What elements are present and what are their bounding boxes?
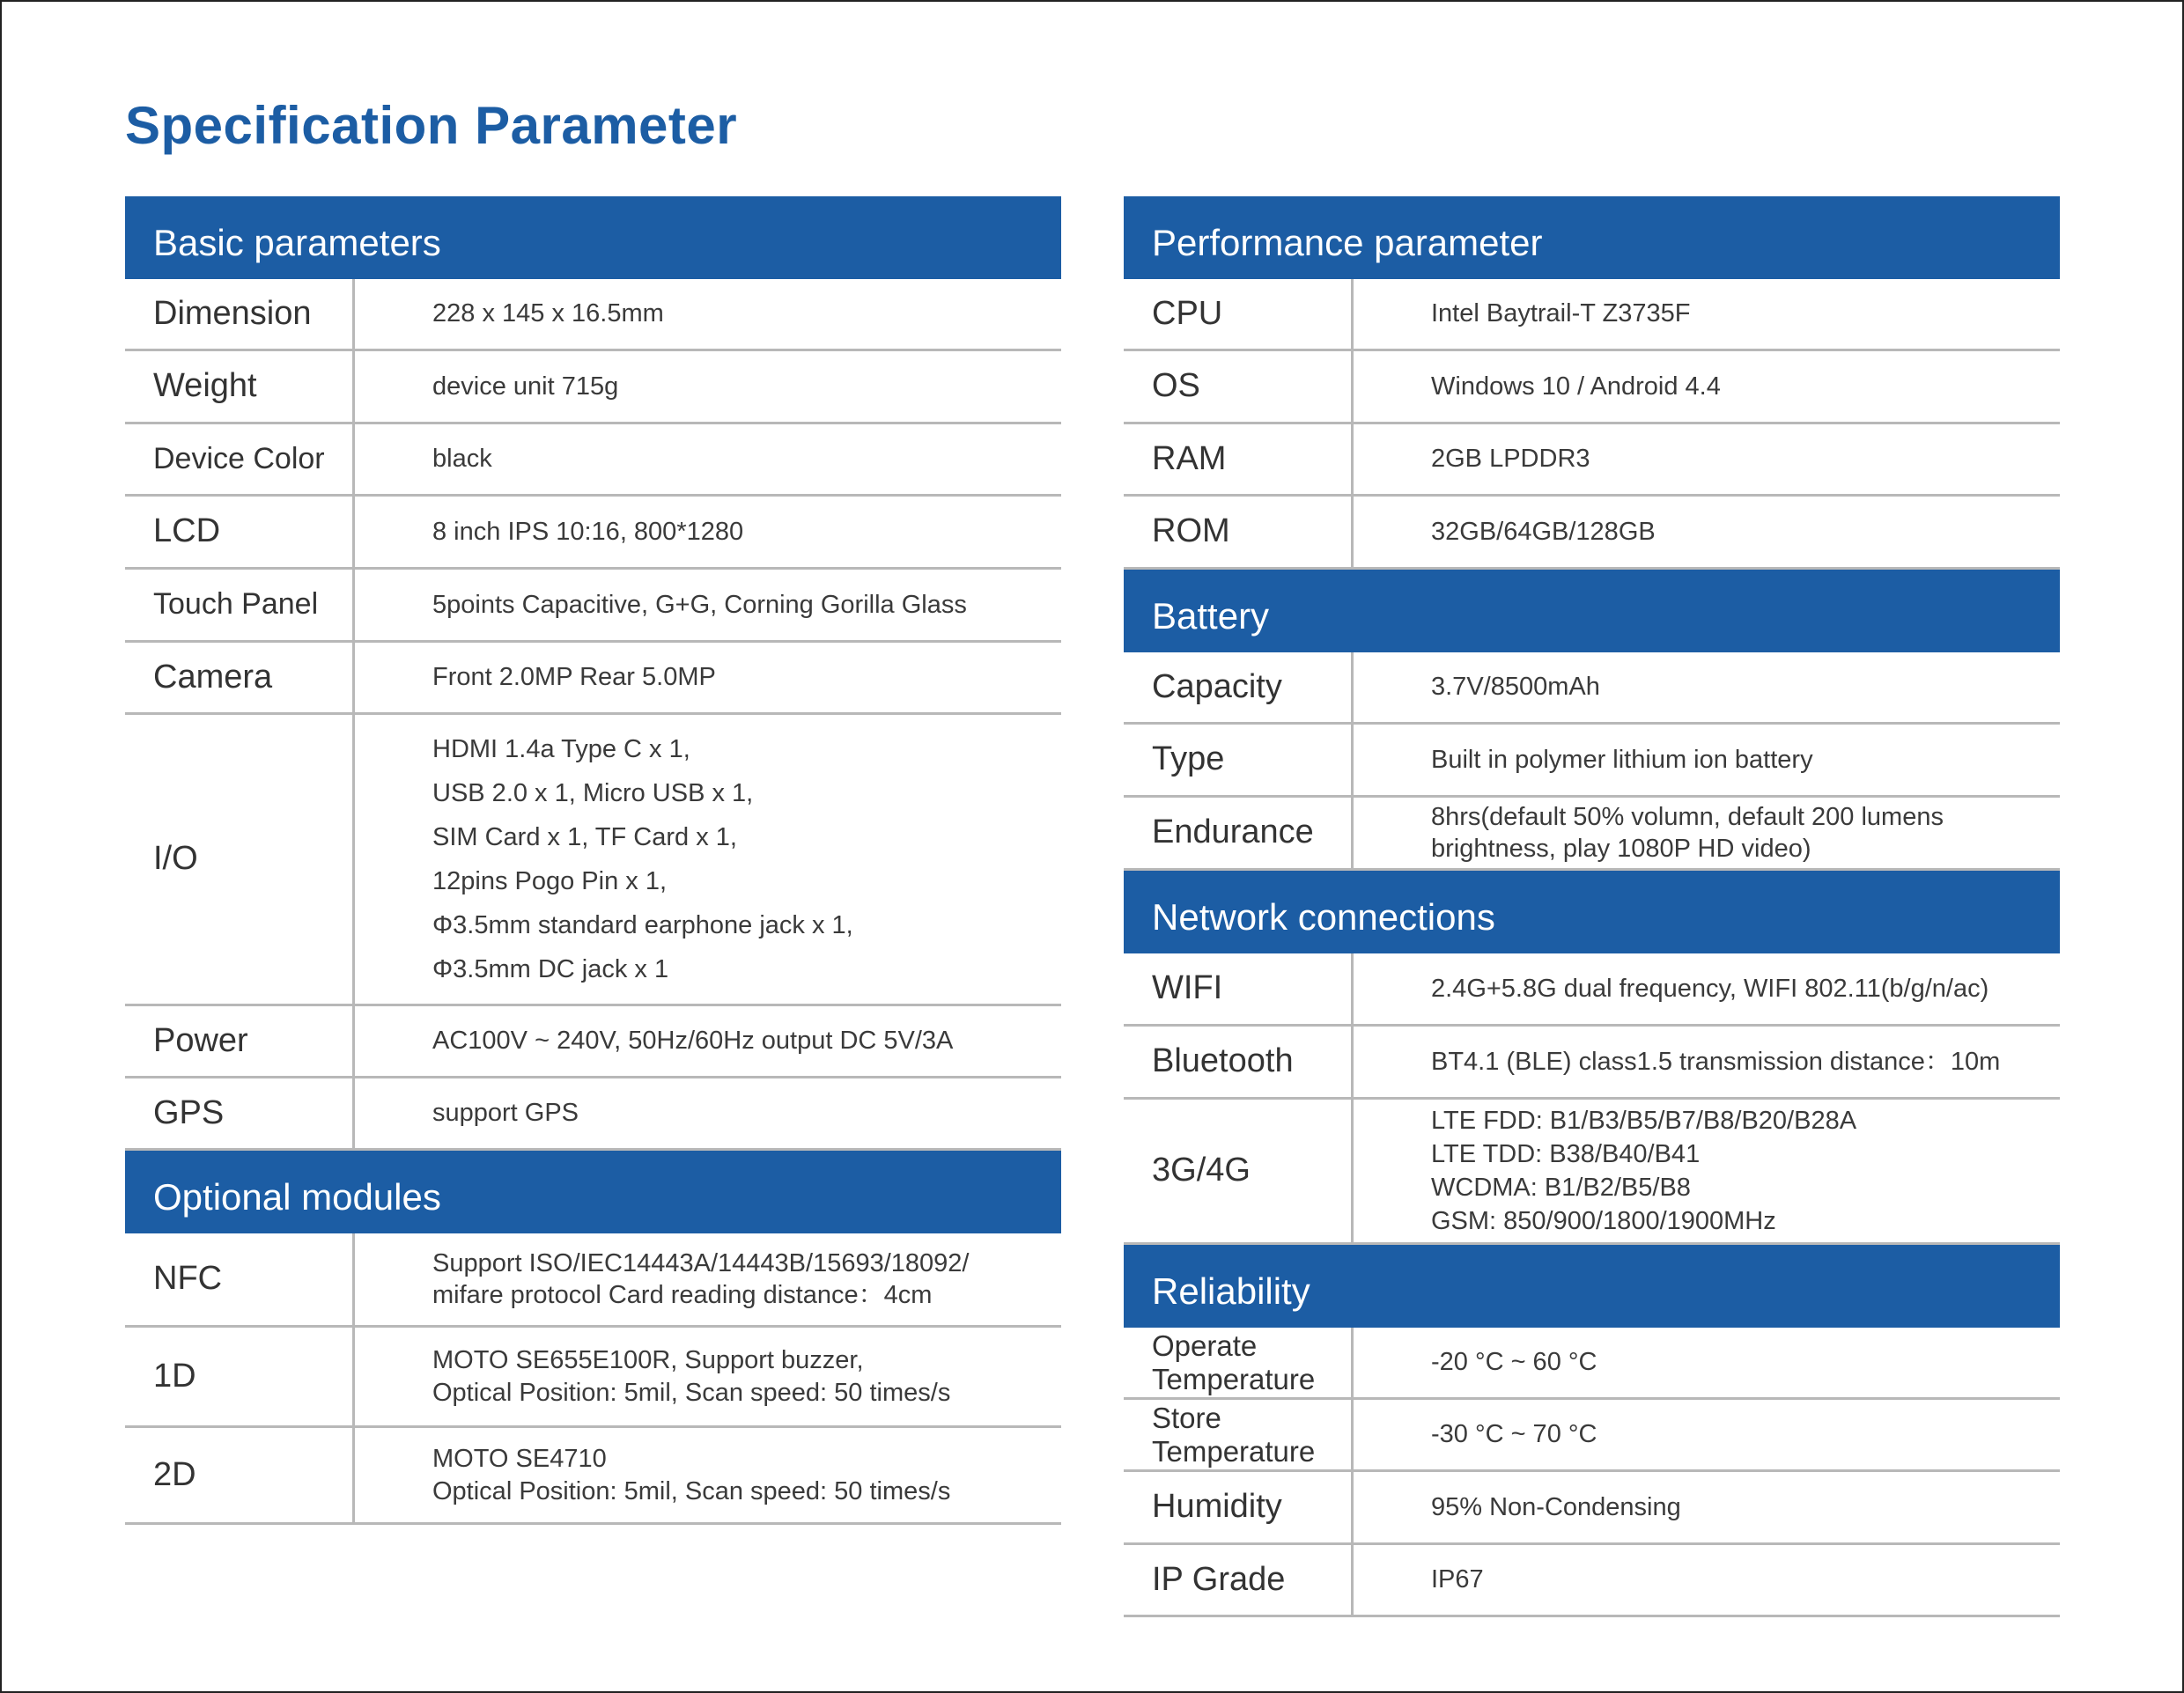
section-heading-performance: Performance parameter xyxy=(1124,196,2060,279)
section-heading-reliability: Reliability xyxy=(1124,1245,2060,1328)
spec-value xyxy=(1354,1027,2060,1097)
spec-label: NFC xyxy=(125,1233,355,1325)
spec-value-line: 5points Capacitive, G+G, Corning Gorilla Glass xyxy=(432,590,967,619)
spec-value-line: -30 °C ~ 70 °C xyxy=(1431,1420,1597,1449)
spec-label: Weight xyxy=(125,351,355,422)
spec-value-line: Optical Position: 5mil, Scan speed: 50 times/s xyxy=(432,1378,951,1407)
spec-value-line: Optical Position: 5mil, Scan speed: 50 times/s xyxy=(432,1476,951,1505)
spec-value xyxy=(355,1428,1061,1522)
spec-label: Dimension xyxy=(125,279,355,349)
spec-table-optional xyxy=(125,1233,1061,1525)
spec-value xyxy=(1354,1545,2060,1615)
spec-row xyxy=(125,715,1061,1006)
left-column xyxy=(125,196,1061,1525)
spec-value xyxy=(1354,1400,2060,1469)
spec-row xyxy=(1124,1328,2060,1400)
spec-value-line: black xyxy=(432,445,492,474)
spec-label: Operate Temperature xyxy=(1124,1328,1354,1397)
spec-value-line: Front 2.0MP Rear 5.0MP xyxy=(432,663,716,692)
spec-label: Bluetooth xyxy=(1124,1027,1354,1097)
spec-label: I/O xyxy=(125,715,355,1004)
spec-value xyxy=(1354,953,2060,1024)
spec-value-line: HDMI 1.4a Type C x 1, xyxy=(432,735,690,763)
spec-table-reliability xyxy=(1124,1328,2060,1617)
spec-value-line: AC100V ~ 240V, 50Hz/60Hz output DC 5V/3A xyxy=(432,1027,954,1056)
spec-value-line: MOTO SE4710 xyxy=(432,1445,607,1474)
spec-table-network xyxy=(1124,953,2060,1245)
section-heading-basic: Basic parameters xyxy=(125,196,1061,279)
spec-row xyxy=(125,643,1061,715)
spec-value-line: BT4.1 (BLE) class1.5 transmission distance：10m xyxy=(1431,1047,2001,1076)
spec-value-line: 95% Non-Condensing xyxy=(1431,1492,1681,1521)
spec-row xyxy=(125,497,1061,570)
spec-label: LCD xyxy=(125,497,355,567)
spec-value xyxy=(355,1233,1061,1325)
spec-table-basic xyxy=(125,279,1061,1151)
spec-row xyxy=(1124,279,2060,351)
spec-row xyxy=(125,1233,1061,1328)
spec-value-line: Φ3.5mm standard earphone jack x 1, xyxy=(432,911,853,939)
spec-value-line: GSM: 850/900/1800/1900MHz xyxy=(1431,1207,1776,1235)
spec-row xyxy=(1124,1545,2060,1617)
spec-value xyxy=(1354,725,2060,795)
spec-label: 3G/4G xyxy=(1124,1100,1354,1242)
spec-value xyxy=(1354,1100,2060,1242)
spec-value-line: IP67 xyxy=(1431,1565,1484,1594)
spec-row xyxy=(1124,1100,2060,1245)
spec-value-line: support GPS xyxy=(432,1099,579,1128)
spec-row xyxy=(1124,424,2060,497)
spec-value xyxy=(355,1078,1061,1148)
spec-value xyxy=(355,351,1061,422)
spec-value-line: 2GB LPDDR3 xyxy=(1431,445,1590,474)
spec-row xyxy=(125,424,1061,497)
spec-value xyxy=(1354,1328,2060,1397)
spec-value xyxy=(1354,279,2060,349)
spec-value xyxy=(355,570,1061,640)
spec-value xyxy=(355,279,1061,349)
spec-table-battery xyxy=(1124,652,2060,871)
spec-value xyxy=(355,1328,1061,1425)
spec-value-line: 32GB/64GB/128GB xyxy=(1431,517,1656,546)
spec-label: ROM xyxy=(1124,497,1354,567)
spec-value-line: 3.7V/8500mAh xyxy=(1431,673,1600,702)
spec-value-line: 8hrs(default 50% volumn, default 200 lumens xyxy=(1431,802,1944,831)
spec-value xyxy=(1354,351,2060,422)
spec-row xyxy=(125,1328,1061,1428)
spec-label: GPS xyxy=(125,1078,355,1148)
section-heading-battery: Battery xyxy=(1124,570,2060,652)
spec-value-line: USB 2.0 x 1, Micro USB x 1, xyxy=(432,779,754,807)
spec-label: Power xyxy=(125,1006,355,1076)
spec-value-line: Built in polymer lithium ion battery xyxy=(1431,745,1813,774)
spec-label: 1D xyxy=(125,1328,355,1425)
spec-value xyxy=(1354,1472,2060,1542)
page-title: Specification Parameter xyxy=(125,96,738,155)
spec-value xyxy=(1354,424,2060,494)
spec-label: OS xyxy=(1124,351,1354,422)
spec-value-line: Support ISO/IEC14443A/14443B/15693/18092/ xyxy=(432,1248,970,1277)
spec-value-line: Windows 10 / Android 4.4 xyxy=(1431,372,1721,401)
spec-value-line: device unit 715g xyxy=(432,372,619,401)
section-heading-network: Network connections xyxy=(1124,871,2060,953)
spec-value-line: MOTO SE655E100R, Support buzzer, xyxy=(432,1346,864,1375)
spec-row xyxy=(1124,497,2060,570)
spec-value xyxy=(355,643,1061,712)
spec-table-performance xyxy=(1124,279,2060,570)
spec-label: RAM xyxy=(1124,424,1354,494)
spec-label: Device Color xyxy=(125,424,355,494)
spec-label: WIFI xyxy=(1124,953,1354,1024)
spec-value-line: Intel Baytrail-T Z3735F xyxy=(1431,299,1691,328)
spec-row xyxy=(125,570,1061,643)
spec-label: Capacity xyxy=(1124,652,1354,722)
spec-label: Humidity xyxy=(1124,1472,1354,1542)
spec-value xyxy=(1354,798,2060,868)
spec-row xyxy=(1124,1472,2060,1545)
spec-row xyxy=(1124,652,2060,725)
spec-value-line: 2.4G+5.8G dual frequency, WIFI 802.11(b/g/n/ac) xyxy=(1431,974,1989,1003)
spec-label: IP Grade xyxy=(1124,1545,1354,1615)
spec-row xyxy=(125,1078,1061,1151)
spec-label: Store Temperature xyxy=(1124,1400,1354,1469)
spec-value-line: 12pins Pogo Pin x 1, xyxy=(432,867,668,895)
spec-value xyxy=(1354,497,2060,567)
spec-value-line: 228 x 145 x 16.5mm xyxy=(432,299,664,328)
spec-label: 2D xyxy=(125,1428,355,1522)
spec-value xyxy=(355,715,1061,1004)
spec-value xyxy=(355,497,1061,567)
spec-value-line: Φ3.5mm DC jack x 1 xyxy=(432,955,669,983)
spec-value-line: 8 inch IPS 10:16, 800*1280 xyxy=(432,517,744,546)
spec-label: Type xyxy=(1124,725,1354,795)
spec-label: Touch Panel xyxy=(125,570,355,640)
spec-value-line: mifare protocol Card reading distance：4cm xyxy=(432,1281,933,1309)
spec-row xyxy=(1124,798,2060,871)
spec-value xyxy=(355,424,1061,494)
spec-value-line: LTE TDD: B38/B40/B41 xyxy=(1431,1140,1701,1168)
spec-value-line: WCDMA: B1/B2/B5/B8 xyxy=(1431,1174,1691,1202)
spec-label: Endurance xyxy=(1124,798,1354,868)
spec-row xyxy=(125,351,1061,424)
spec-value xyxy=(355,1006,1061,1076)
spec-label: CPU xyxy=(1124,279,1354,349)
spec-value-line: brightness, play 1080P HD video) xyxy=(1431,835,1811,863)
section-heading-optional: Optional modules xyxy=(125,1151,1061,1233)
spec-row xyxy=(1124,351,2060,424)
spec-value xyxy=(1354,652,2060,722)
spec-label: Camera xyxy=(125,643,355,712)
spec-row xyxy=(1124,725,2060,798)
spec-value-line: -20 °C ~ 60 °C xyxy=(1431,1348,1597,1377)
spec-value-line: LTE FDD: B1/B3/B5/B7/B8/B20/B28A xyxy=(1431,1107,1857,1135)
spec-value-line: SIM Card x 1, TF Card x 1, xyxy=(432,823,737,851)
right-column xyxy=(1124,196,2060,1617)
spec-row xyxy=(125,1428,1061,1525)
spec-row xyxy=(125,279,1061,351)
spec-row xyxy=(1124,953,2060,1027)
spec-row xyxy=(1124,1027,2060,1100)
spec-row xyxy=(1124,1400,2060,1472)
spec-row xyxy=(125,1006,1061,1078)
